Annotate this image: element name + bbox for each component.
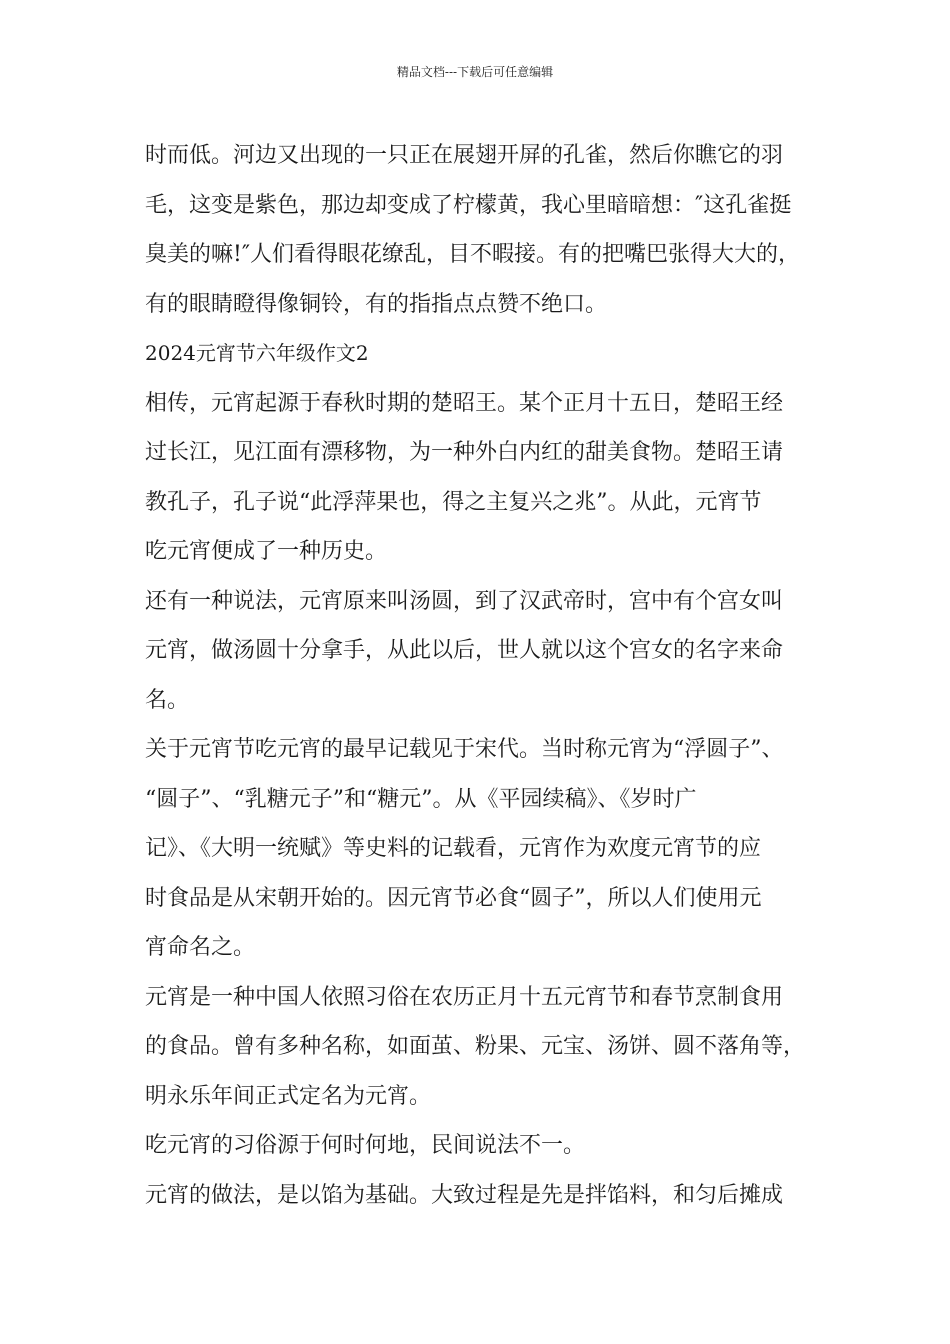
text-line: 有的眼睛瞪得像铜铃，有的指指点点赞不绝口。 <box>145 291 608 317</box>
text-line: 时而低。河边又出现的一只正在展翅开屏的孔雀，然后你瞧它的羽 <box>145 143 784 168</box>
document-body <box>145 131 817 1220</box>
text-line: 吃元宵的习俗源于何时何地，民间说法不一。 <box>145 1133 586 1158</box>
text-line: 相传，元宵起源于春秋时期的楚昭王。某个正月十五日，楚昭王经 <box>145 390 784 416</box>
text-line: 关于元宵节吃元宵的最早记载见于宋代。当时称元宵为“浮圆子”、 <box>145 737 784 762</box>
text-line: 宵命名之。 <box>145 935 256 960</box>
text-line: 教孔子，孔子说“此浮萍果也，得之主复兴之兆”。从此，元宵节 <box>145 489 762 515</box>
text-line: 明永乐年间正式定名为元宵。 <box>145 1083 432 1109</box>
text-line: 记》、《大明一统赋》等史料的记载看，元宵作为欢度元宵节的应 <box>145 836 762 861</box>
text-line: 名。 <box>145 687 190 713</box>
text-line: 的食品。曾有多种名称，如面茧、粉果、元宝、汤饼、圆不落角等， <box>145 1034 806 1059</box>
text-line: 过长江，见江面有漂移物，为一种外白内红的甜美食物。楚昭王请 <box>145 440 784 465</box>
text-line: 元宵的做法，是以馅为基础。大致过程是先是拌馅料，和匀后摊成 <box>145 1182 784 1208</box>
section-heading: 2024元宵节六年级作文2 <box>145 341 369 365</box>
text-line: 元宵是一种中国人依照习俗在农历正月十五元宵节和春节烹制食用 <box>145 984 784 1010</box>
text-line: 元宵，做汤圆十分拿手，从此以后，世人就以这个宫女的名字来命 <box>145 638 784 663</box>
text-line: 吃元宵便成了一种历史。 <box>145 539 388 564</box>
text-line: 毛，这变是紫色，那边却变成了柠檬黄，我心里暗暗想：″这孔雀挺 <box>145 192 792 218</box>
text-line: “圆子”、“乳糖元子”和“糖元”。从《平园续稿》、《岁时广 <box>145 786 697 812</box>
text-line: 时食品是从宋朝开始的。因元宵节必食“圆子”，所以人们使用元 <box>145 885 762 911</box>
text-line: 还有一种说法，元宵原来叫汤圆，到了汉武帝时，宫中有个宫女叫 <box>145 588 784 614</box>
text-line: 臭美的嘛!″人们看得眼花缭乱，目不暇接。有的把嘴巴张得大大的， <box>145 242 801 267</box>
page-header: 精品文档---下载后可任意编辑 <box>396 65 554 79</box>
